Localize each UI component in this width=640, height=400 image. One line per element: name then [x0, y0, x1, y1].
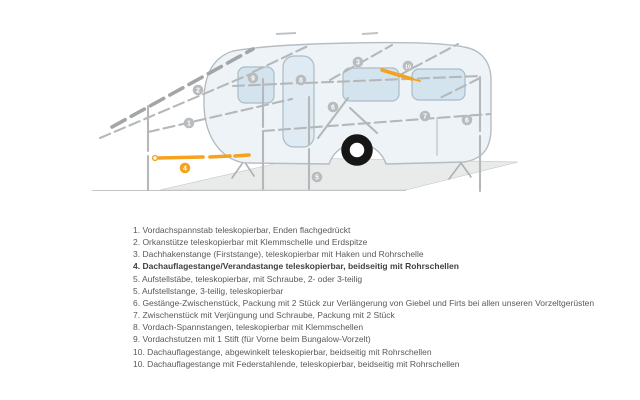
- svg-text:7: 7: [423, 113, 427, 121]
- part-badge-1: [184, 118, 195, 129]
- legend-item: 1. Vordachspannstab teleskopierbar, Enden flachgedrückt: [133, 225, 351, 235]
- legend-item: 2. Orkanstütze teleskopierbar mit Klemmschelle und Erdspitze: [133, 237, 368, 248]
- legend-item: 9. Vordachstutzen mit 1 Stift (für Vorne beim Bungalow-Vorzelt): [133, 334, 371, 345]
- part-badge-9: [248, 73, 259, 84]
- part-badge-10: [403, 61, 414, 72]
- legend-item: 3. Dachhakenstange (Firststange), teleskopierbar mit Haken und Rohrschelle: [133, 249, 424, 260]
- part-badge-5: [312, 172, 323, 183]
- part-badge-2: [193, 85, 204, 96]
- legend-item: 8. Vordach-Spannstangen, teleskopierbar mit Klemmschellen: [133, 322, 364, 333]
- part-badge-6: [462, 115, 473, 126]
- part-badge-6: [328, 102, 339, 113]
- svg-text:1: 1: [187, 120, 191, 128]
- part-badge-3: [353, 57, 364, 68]
- svg-text:2: 2: [196, 87, 200, 95]
- legend-item: 5. Aufstellstange, 3-teilig, teleskopierbar: [133, 285, 284, 296]
- svg-text:9: 9: [251, 75, 255, 83]
- part-badge-4: [180, 163, 191, 174]
- legend-item: 5. Aufstellstäbe, teleskopierbar, mit Schraube, 2- oder 3-teilig: [133, 273, 363, 284]
- parts-legend: [133, 224, 623, 370]
- legend-item: 10. Dachauflagestange, abgewinkelt teleskopierbar, beidseitig mit Rohrschellen: [133, 346, 432, 357]
- part-badge-8: [296, 75, 307, 86]
- legend-item: 4. Dachauflagestange/Verandastange teleskopierbar, beidseitig mit Rohrschellen: [133, 261, 459, 272]
- svg-text:10: 10: [405, 64, 411, 71]
- svg-text:8: 8: [299, 77, 303, 85]
- legend-item: 6. Gestänge-Zwischenstück, Packung mit 2 Stück zur Verlängerung von Giebel und Firts bei allen unseren Vorzeltgerüsten: [133, 297, 595, 308]
- rear-window: [412, 69, 465, 100]
- wheel: [346, 139, 369, 162]
- svg-text:6: 6: [331, 104, 335, 112]
- awning-floor: [160, 158, 518, 190]
- svg-text:4: 4: [183, 165, 187, 173]
- legend-item: 7. Zwischenstück mit Verjüngung und Schraube, Packung mit 2 Stück: [133, 310, 395, 321]
- svg-text:3: 3: [356, 59, 360, 67]
- part-badge-7: [420, 111, 431, 122]
- legend-item: 10. Dachauflagestange mit Federstahlende, teleskopierbar, beidseitig mit Rohrschellen: [133, 358, 460, 369]
- svg-text:5: 5: [315, 174, 319, 182]
- svg-text:6: 6: [465, 117, 469, 125]
